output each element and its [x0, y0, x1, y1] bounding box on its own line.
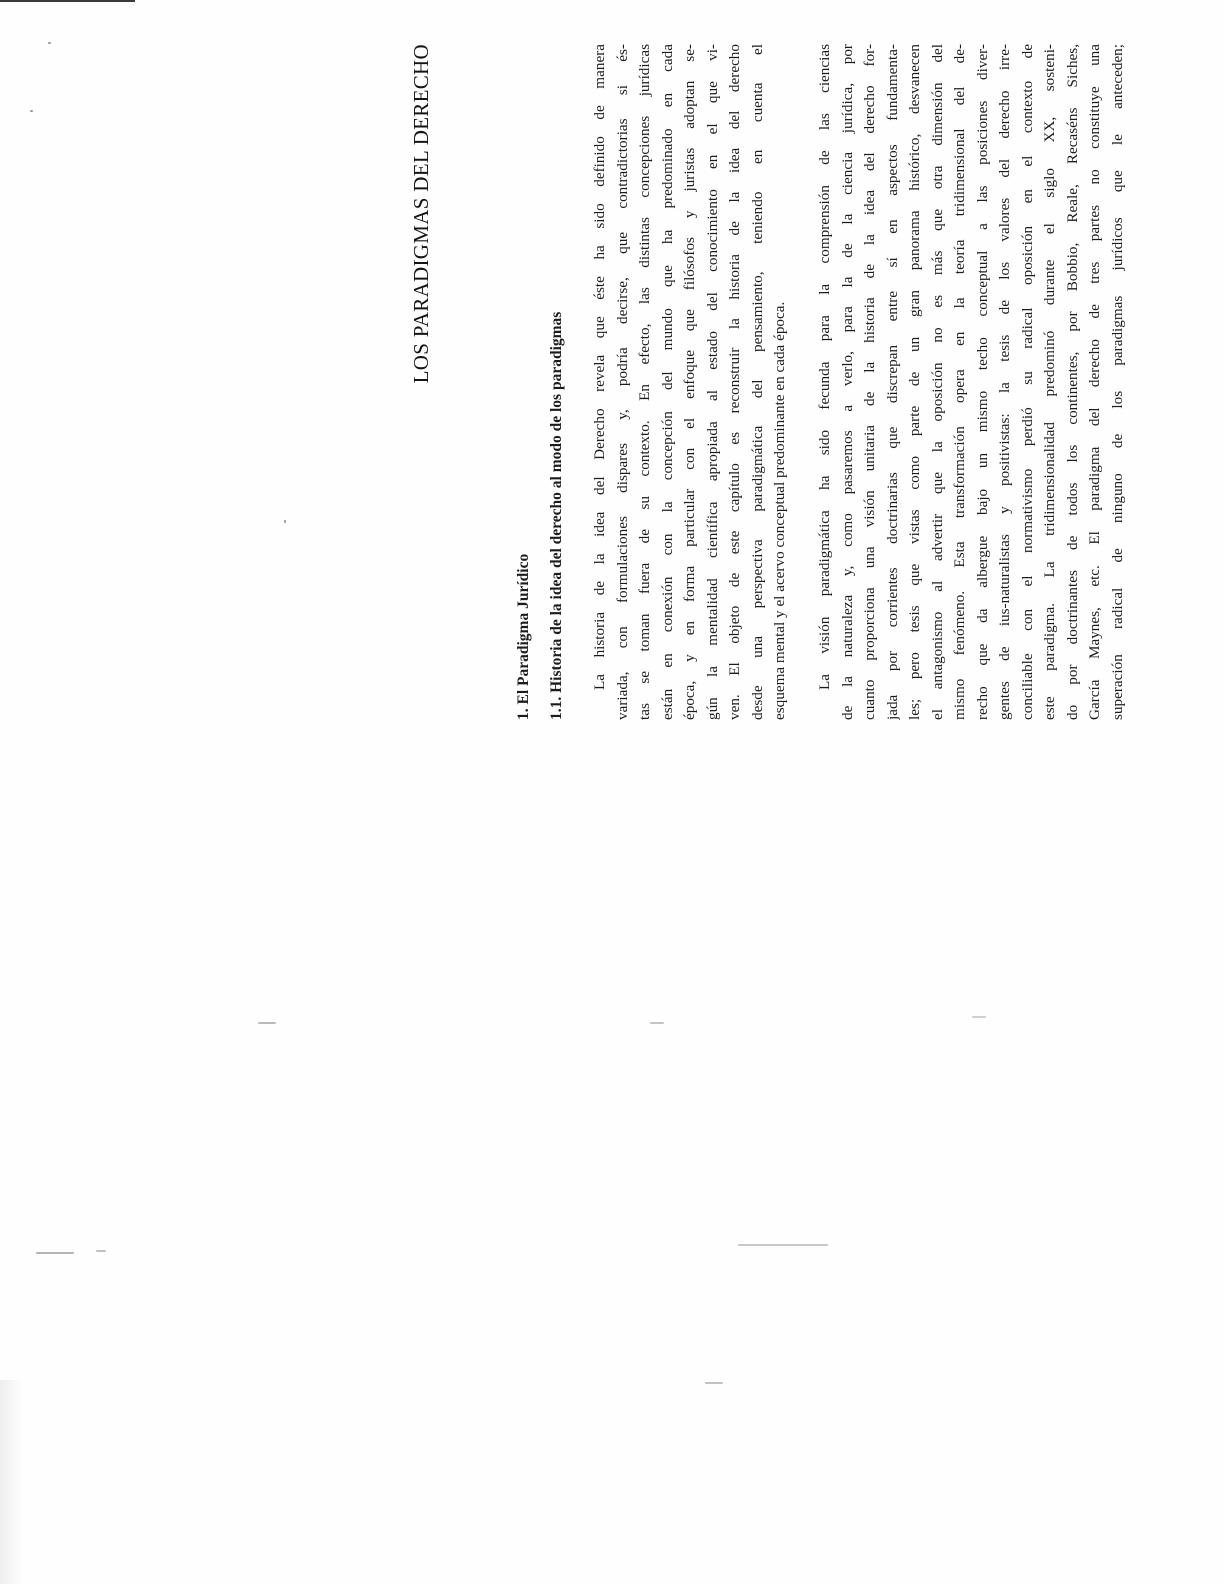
rotated-text-block [408, 44, 1126, 720]
text-line: jada por corrientes doctrinarias que discrepan entre sí en aspectos fundamenta- [883, 44, 901, 720]
text-line: este paradigma. La tridimensionalidad predominó durante el siglo XX, sosteni- [1041, 44, 1058, 720]
text-line: conciliable con el normativismo perdió su radical oposición en el contexto de [1018, 44, 1036, 720]
scan-speck [36, 1252, 74, 1254]
text-line: do por doctrinantes de todos los continentes, por Bobbio, Reale, Recaséns Siches, [1063, 44, 1081, 720]
text-line: el antagonismo al advertir que la oposición no es más que otra dimensión del [928, 44, 946, 720]
text-line: cuanto proporciona una visión unitaria de la historia de la idea del derecho for- [861, 44, 878, 720]
text-line: La visión paradigmática ha sido fecunda para la comprensión de las ciencias [816, 44, 833, 690]
text-line: variada, con formulaciones dispares y, podría decirse, que contradictorias si és- [613, 44, 631, 720]
text-line: superación radical de ninguno de los paradigmas jurídicos que le anteceden; [1108, 44, 1126, 720]
paragraph-1 [589, 44, 792, 720]
scan-speck [96, 1250, 106, 1252]
text-line: tas se toman fuera de su contexto. En efecto, las distintas concepciones jurídicas [636, 44, 653, 720]
scan-speck [650, 1022, 664, 1024]
scan-speck [48, 42, 51, 44]
text-line: gentes de ius-naturalistas y positivistas: la tesis de los valores del derecho irre- [996, 44, 1013, 720]
text-line: época, y en forma particular con el enfoque que filósofos y juristas adoptan se- [681, 44, 698, 720]
scan-speck [284, 520, 286, 523]
scan-speck [258, 1022, 276, 1024]
text-line: gún la mentalidad científica apropiada al estado del conocimiento en el que vi- [703, 44, 721, 720]
scan-speck [972, 1016, 986, 1018]
scan-edge-line [0, 0, 135, 2]
text-line: están en conexión con la concepción del mundo que ha predominado en cada [658, 44, 676, 720]
text-line: recho que da albergue bajo un mismo techo conceptual a las posiciones diver- [973, 44, 991, 720]
text-line: mismo fenómeno. Esta transformación opera en la teoría tridimensional del de- [951, 44, 968, 720]
text-line: García Maynes, etc. El paradigma del derecho de tres partes no constituye una [1086, 44, 1103, 720]
text-line: les; pero tesis que vistas como parte de un gran panorama histórico, desvanecen [906, 44, 923, 720]
paragraph-2 [814, 44, 1129, 720]
text-line: desde una perspectiva paradigmática del pensamiento, teniendo en cuenta el [748, 44, 766, 720]
scan-speck [705, 1382, 723, 1384]
text-line: de la naturaleza y, como pasaremos a verlo, para la de la ciencia jurídica, por [838, 44, 856, 720]
scan-speck [738, 1244, 828, 1246]
document-title: LOS PARADIGMAS DEL DERECHO [409, 44, 433, 384]
text-line: ven. El objeto de este capítulo es reconstruir la historia de la idea del derecho [726, 44, 743, 720]
text-line: La historia de la idea del Derecho revela que éste ha sido definido de manera [591, 44, 608, 690]
subsection-heading: 1.1. Historia de la idea del derecho al modo de los paradigmas [548, 311, 565, 720]
scan-edge-shadow [0, 1380, 22, 1584]
section-heading: 1. El Paradigma Jurídico [515, 553, 532, 720]
text-line: esquema mental y el acervo conceptual predominante en cada época. [771, 301, 788, 720]
scan-speck [30, 110, 33, 112]
